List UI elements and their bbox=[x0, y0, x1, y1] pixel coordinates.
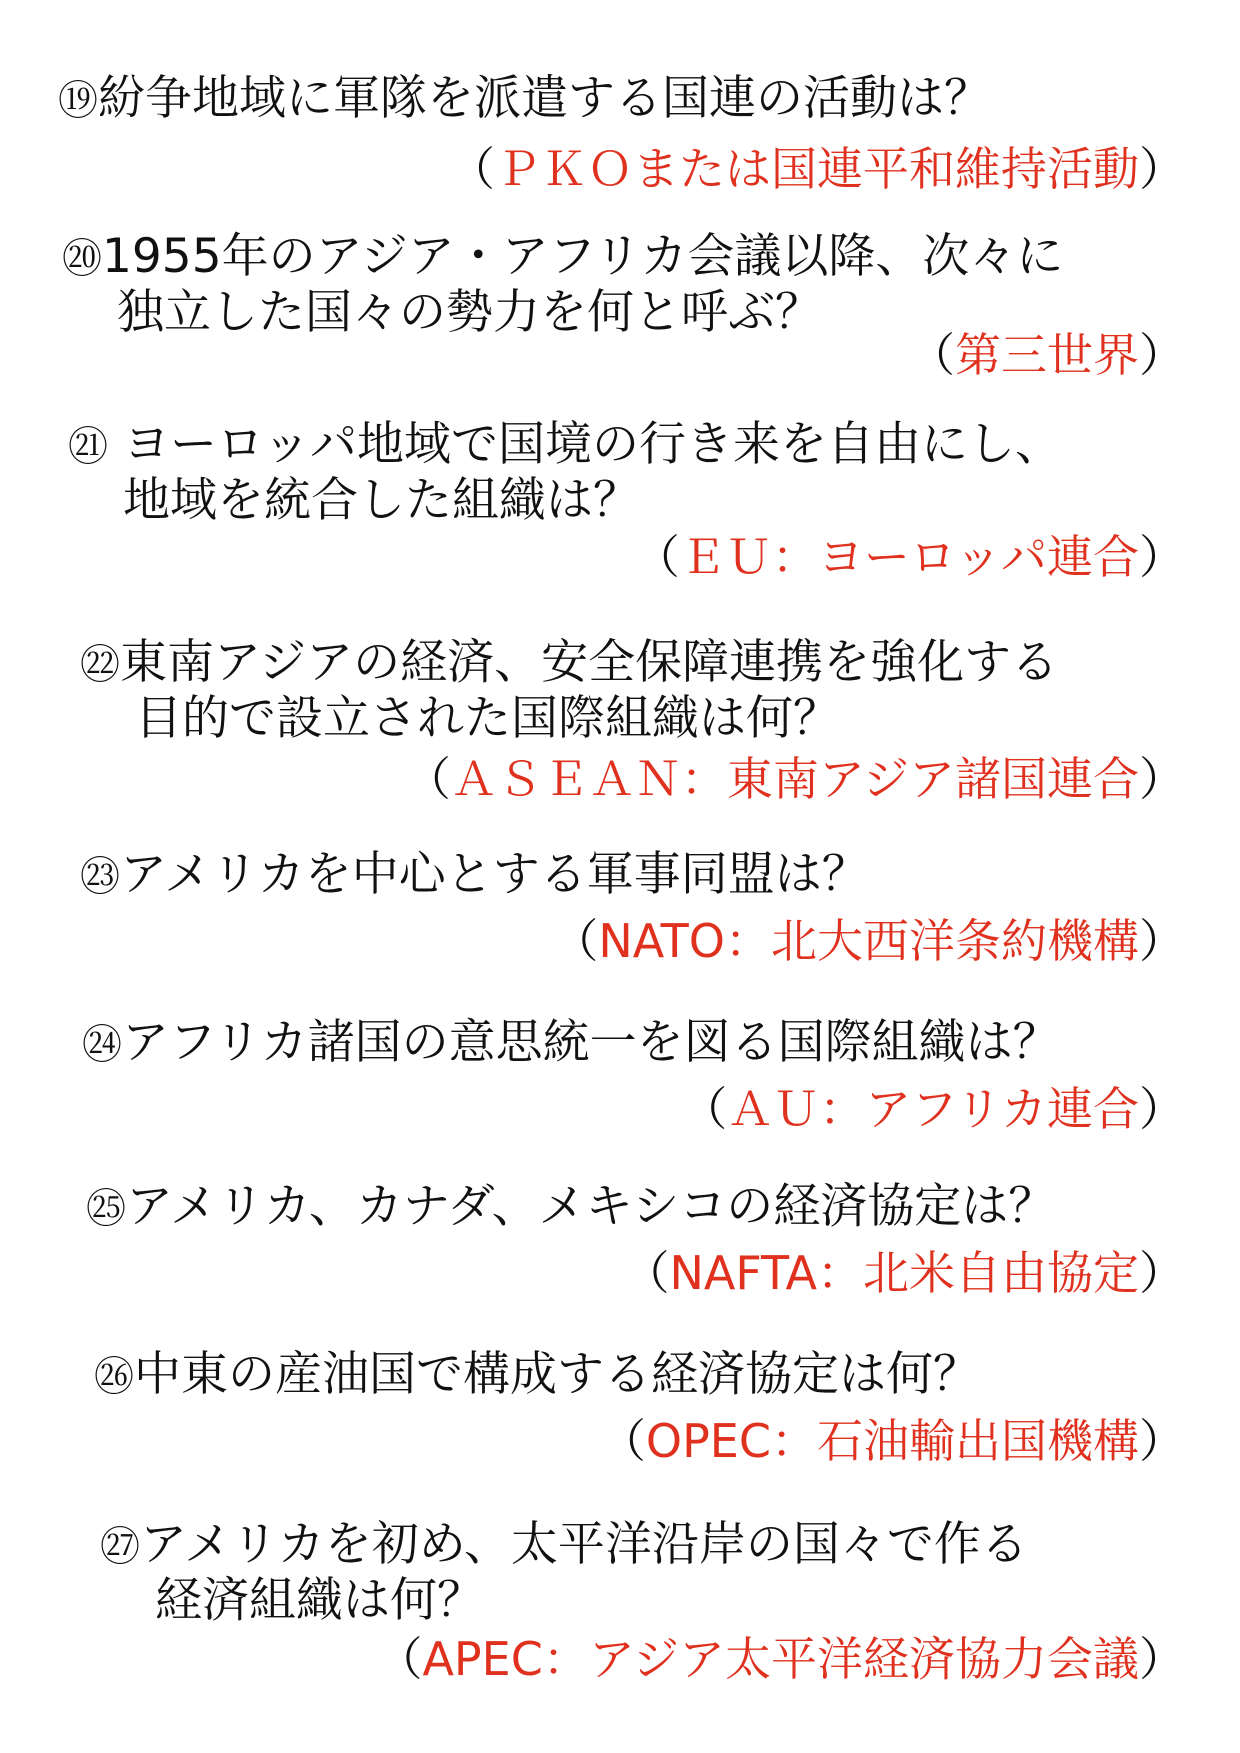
question-number: ㉓ bbox=[80, 854, 120, 900]
question-number: ㉖ bbox=[94, 1354, 134, 1400]
answer-25: （NAFTA：北米自由協定） bbox=[623, 1246, 1185, 1300]
question-25 bbox=[86, 1180, 1055, 1236]
question-line: 独立した国々の勢力を何と呼ぶ？ bbox=[117, 285, 822, 340]
question-23 bbox=[80, 848, 869, 904]
question-number: ㉑ bbox=[68, 424, 108, 470]
question-number: ㉔ bbox=[82, 1022, 122, 1068]
question-number: ㉕ bbox=[86, 1186, 126, 1232]
question-line: ㉔アフリカ諸国の意思統一を図る国際組織は？ bbox=[82, 1015, 1060, 1070]
question-number: ⑲ bbox=[58, 78, 98, 124]
answer-text: ＡＵ：アフリカ連合 bbox=[727, 1082, 1139, 1136]
question-27 bbox=[100, 1518, 1028, 1628]
question-line: ⑲紛争地域に軍隊を派遣する国連の活動は？ bbox=[58, 71, 991, 126]
answer-27: （APEC：アジア太平洋経済協力会議） bbox=[376, 1632, 1185, 1686]
answer-20: （第三世界） bbox=[909, 328, 1185, 382]
question-line: 地域を統合した組織は？ bbox=[123, 473, 640, 528]
question-line: 経済組織は何？ bbox=[155, 1573, 484, 1628]
answer-text: APEC：アジア太平洋経済協力会議 bbox=[422, 1632, 1139, 1686]
answer-text: NAFTA：北米自由協定 bbox=[669, 1246, 1139, 1300]
question-line: ㉒東南アジアの経済、安全保障連携を強化する bbox=[80, 635, 1059, 690]
question-26 bbox=[94, 1348, 980, 1404]
answer-26: （OPEC：石油輸出国機構） bbox=[599, 1414, 1185, 1468]
question-line: ㉗アメリカを初め、太平洋沿岸の国々で作る bbox=[100, 1517, 1028, 1572]
answer-text: OPEC：石油輸出国機構 bbox=[645, 1414, 1139, 1468]
question-line: ㉕アメリカ、カナダ、メキシコの経済協定は？ bbox=[86, 1179, 1056, 1234]
answer-21: （ＥＵ：ヨーロッパ連合） bbox=[633, 530, 1185, 584]
answer-23: （NATO：北大西洋条約機構） bbox=[552, 914, 1185, 968]
question-20 bbox=[62, 230, 1063, 340]
question-line: ㉑ ヨーロッパ地域で国境の行き来を自由にし、 bbox=[68, 417, 1063, 472]
question-number: ㉒ bbox=[80, 642, 120, 688]
answer-text: 第三世界 bbox=[955, 328, 1139, 382]
answer-text: NATO：北大西洋条約機構 bbox=[598, 914, 1139, 968]
question-21 bbox=[68, 418, 1062, 528]
answer-22: （ＡＳＥＡＮ：東南アジア諸国連合） bbox=[404, 752, 1185, 806]
answer-text: ＥＵ：ヨーロッパ連合 bbox=[679, 530, 1139, 584]
question-line: ㉓アメリカを中心とする軍事同盟は？ bbox=[80, 847, 869, 902]
question-line: 目的で設立された国際組織は何？ bbox=[135, 691, 840, 746]
answer-text: ＡＳＥＡＮ：東南アジア諸国連合 bbox=[450, 752, 1139, 806]
question-number: ⑳ bbox=[62, 236, 102, 282]
question-19 bbox=[58, 72, 991, 128]
answer-text: ＰＫＯまたは国連平和維持活動 bbox=[495, 142, 1139, 196]
question-22 bbox=[80, 636, 1058, 746]
question-24 bbox=[82, 1016, 1060, 1072]
answer-19: （ＰＫＯまたは国連平和維持活動） bbox=[449, 142, 1185, 196]
answer-24: （ＡＵ：アフリカ連合） bbox=[681, 1082, 1185, 1136]
question-number: ㉗ bbox=[100, 1524, 140, 1570]
question-line: ⑳1955年のアジア・アフリカ会議以降、次々に bbox=[62, 229, 1064, 284]
question-line: ㉖中東の産油国で構成する経済協定は何？ bbox=[94, 1347, 980, 1402]
